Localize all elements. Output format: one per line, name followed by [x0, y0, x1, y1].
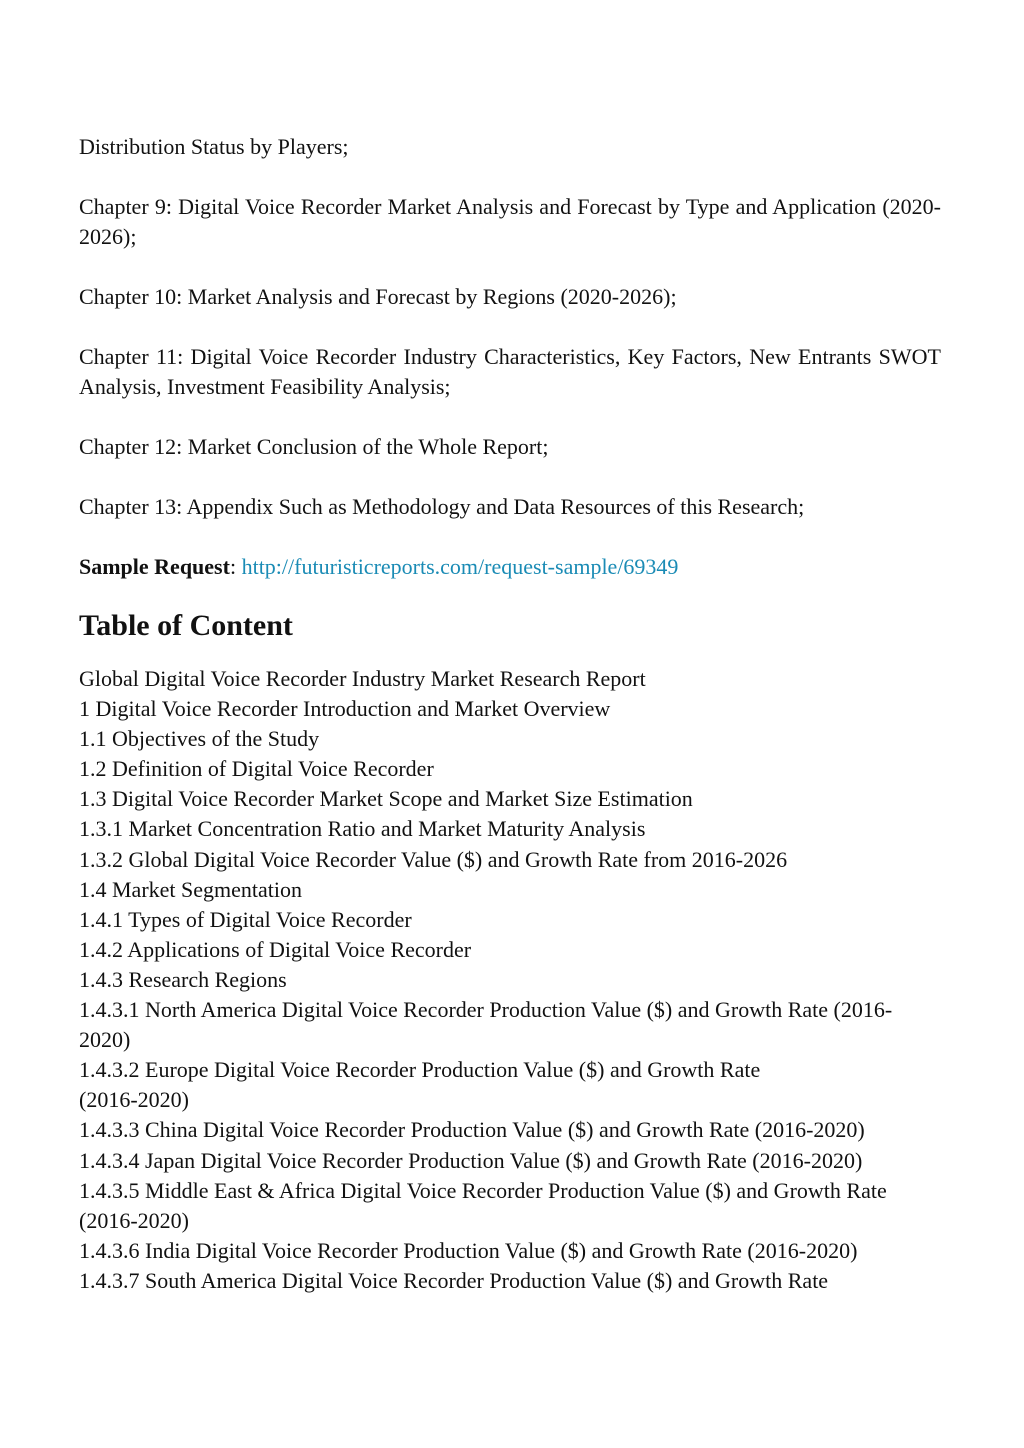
sample-request-link[interactable]: http://futuristicreports.com/request-sample/69349 [241, 554, 679, 579]
paragraph-chapter-13: Chapter 13: Appendix Such as Methodology and Data Resources of this Research; [79, 494, 805, 519]
toc-list [79, 664, 941, 1296]
toc-item: 1.4.3.2 Europe Digital Voice Recorder Production Value ($) and Growth Rate (2016-2020) [79, 1057, 761, 1113]
sample-request-separator: : [229, 554, 242, 579]
toc-item: 1.4 Market Segmentation [79, 876, 303, 902]
toc-item: 1.4.3.5 Middle East & Africa Digital Voice Recorder Production Value ($) and Growth Rate (2016-2020) [79, 1177, 887, 1233]
toc-item: 1.4.3.7 South America Digital Voice Recorder Production Value ($) and Growth Rate [79, 1267, 829, 1293]
toc-item: 1.3.2 Global Digital Voice Recorder Value ($) and Growth Rate from 2016-2026 [79, 846, 788, 872]
paragraph-chapter-10: Chapter 10: Market Analysis and Forecast by Regions (2020-2026); [79, 284, 677, 309]
toc-item: 1.4.3.3 China Digital Voice Recorder Production Value ($) and Growth Rate (2016-2020) [79, 1117, 865, 1143]
toc-heading: Table of Content [79, 609, 293, 642]
toc-item: 1.3.1 Market Concentration Ratio and Market Maturity Analysis [79, 816, 646, 842]
toc-item: 1.1 Objectives of the Study [79, 726, 320, 752]
document-page [79, 132, 941, 1296]
paragraph-distribution-status: Distribution Status by Players; [79, 134, 349, 159]
toc-item: 1.4.3.6 India Digital Voice Recorder Production Value ($) and Growth Rate (2016-2020) [79, 1237, 858, 1263]
paragraph-chapter-11: Chapter 11: Digital Voice Recorder Industry Characteristics, Key Factors, New Entrants SWOT Analysis, Investment Feasibility Analysis; [79, 344, 941, 399]
toc-item: 1.4.2 Applications of Digital Voice Recorder [79, 936, 472, 962]
sample-request-label: Sample Request [79, 554, 230, 579]
toc-item: 1.4.3 Research Regions [79, 966, 287, 992]
toc-item: 1.3 Digital Voice Recorder Market Scope and Market Size Estimation [79, 786, 693, 812]
toc-item: 1.4.1 Types of Digital Voice Recorder [79, 906, 412, 932]
toc-item: 1 Digital Voice Recorder Introduction and Market Overview [79, 696, 611, 722]
toc-item: 1.4.3.1 North America Digital Voice Recorder Production Value ($) and Growth Rate (2016-2020) [79, 997, 893, 1053]
toc-item: 1.4.3.4 Japan Digital Voice Recorder Production Value ($) and Growth Rate (2016-2020) [79, 1147, 863, 1173]
paragraph-chapter-9: Chapter 9: Digital Voice Recorder Market Analysis and Forecast by Type and Application (2020-2026); [79, 194, 941, 249]
toc-item: Global Digital Voice Recorder Industry Market Research Report [79, 666, 646, 691]
paragraph-chapter-12: Chapter 12: Market Conclusion of the Whole Report; [79, 434, 549, 459]
sample-request-line [79, 552, 941, 582]
toc-item: 1.2 Definition of Digital Voice Recorder [79, 756, 434, 782]
